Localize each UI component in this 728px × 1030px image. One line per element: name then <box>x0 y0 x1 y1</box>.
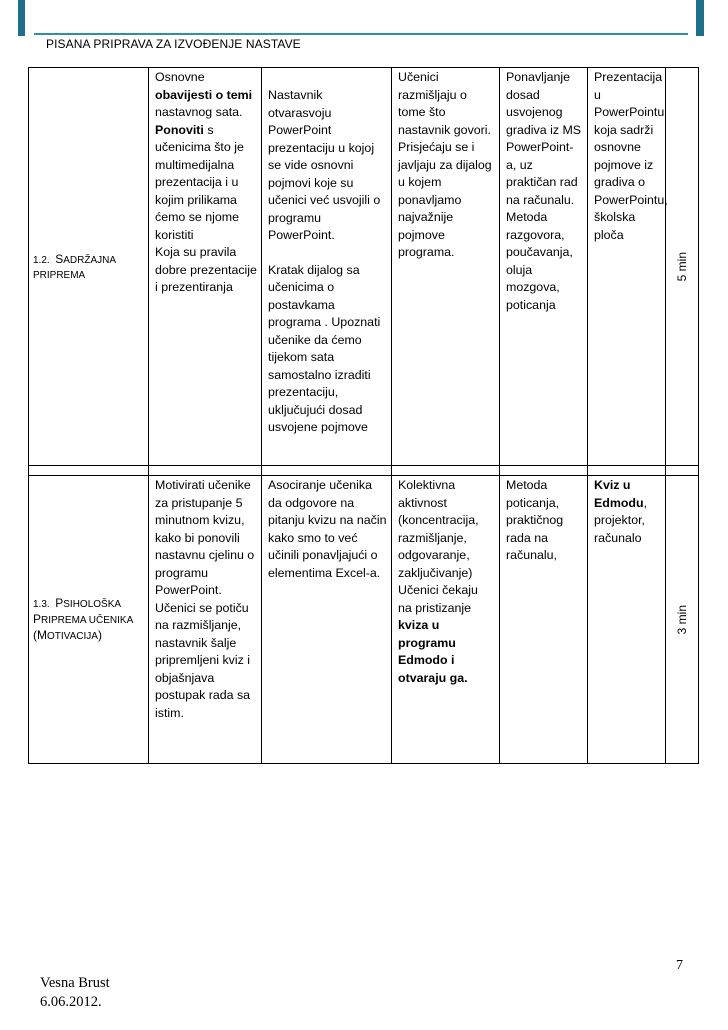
header-bar-left <box>18 0 25 36</box>
media-cell: Prezentacija u PowerPointu koja sadrži osnovne pojmove iz gradiva o PowerPointu, školska ploča <box>588 68 666 466</box>
table-spacer-row <box>29 466 699 476</box>
page-header-title: PISANA PRIPRAVA ZA IZVOĐENJE NASTAVE <box>46 37 301 51</box>
lesson-plan-table <box>28 67 699 764</box>
header-rule <box>34 33 688 35</box>
teacher-activity-cell: Asociranje učenika da odgovore na pitanju kvizu na način kako smo to već učinili ponavljajući o elementima Excel-a. <box>262 476 392 764</box>
footer-author: Vesna Brust <box>40 975 110 991</box>
footer <box>40 974 110 1012</box>
phase-cell: 1.3. PSIHOLOŠKA PRIPREMA UČENIKA (MOTIVACIJA) <box>29 476 149 764</box>
phase-cell: 1.2. SADRŽAJNA PRIPREMA <box>29 68 149 466</box>
student-activity-cell: Učenici razmišljaju o tome što nastavnik govori. Prisjećaju se i javljaju za dijalog u kojem ponavljamo najvažnije pojmove programa. <box>392 68 500 466</box>
methods-cell: Metoda poticanja, praktičnog rada na računalu, <box>500 476 588 764</box>
media-cell: Kviz u Edmodu, projektor, računalo <box>588 476 666 764</box>
student-activity-cell: Kolektivna aktivnost (koncentracija, razmišljanje, odgovaranje, zaključivanje) Učenici čekaju na pristizanje kviza u programu Edmodo i otvaraju ga. <box>392 476 500 764</box>
footer-date: 6.06.2012. <box>40 994 102 1010</box>
teacher-activity-cell: Nastavnik otvarasvoju PowerPoint prezentaciju u kojoj se vide osnovni pojmovi koje su učenici već usvojili o programu PowerPoint. Kratak dijalog sa učenicima o postavkama programa . Upoznati učenike da ćemo tijekom sata samostalno izraditi prezentaciju, uključujući dosad usvojene pojmove <box>262 68 392 466</box>
time-cell: 3 min <box>666 476 699 764</box>
header-bar-right <box>696 0 704 36</box>
time-cell: 5 min <box>666 68 699 466</box>
page-number: 7 <box>676 958 683 973</box>
table-row <box>29 476 699 764</box>
table-row <box>29 68 699 466</box>
content-cell: Motivirati učenike za pristupanje 5 minutnom kvizu, kako bi ponovili nastavnu cjelinu o programu PowerPoint. Učenici se potiču na razmišljanje, nastavnik šalje pripremljeni kviz i objašnjava postupak rada sa istim. <box>149 476 262 764</box>
methods-cell: Ponavljanje dosad usvojenog gradiva iz MS PowerPoint-a, uz praktičan rad na računalu. Metoda razgovora, poučavanja, oluja mozgova, poticanja <box>500 68 588 466</box>
content-cell: Osnovne obavijesti o temi nastavnog sata. Ponoviti s učenicima što je multimedijalna prezentacija i u kojim prilikama ćemo se njome koristiti Koja su pravila dobre prezentacije i prezentiranja <box>149 68 262 466</box>
